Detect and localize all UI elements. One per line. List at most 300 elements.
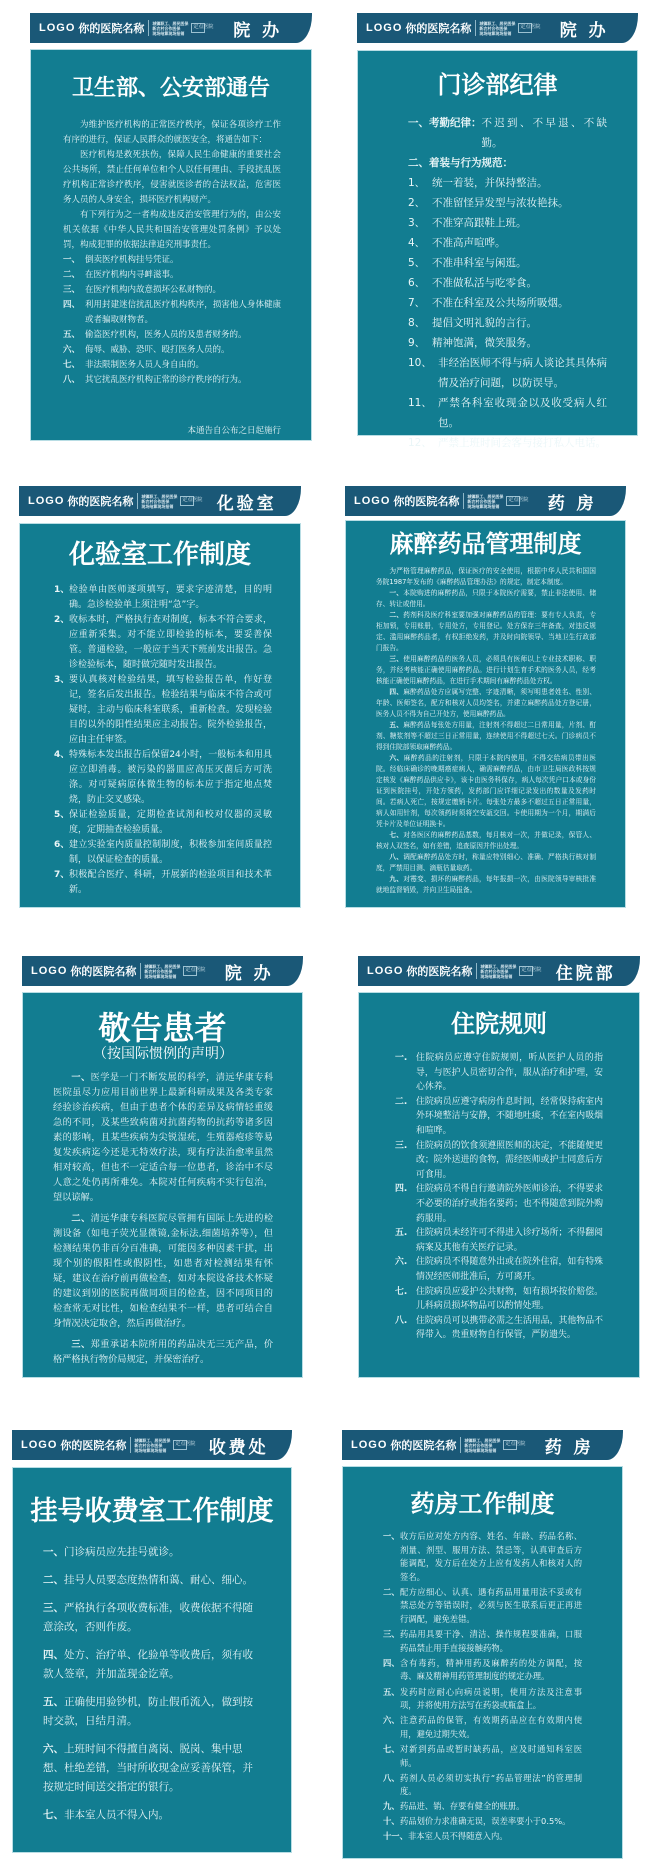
insurance-line: 城镇职工、居民医保 [134,1437,171,1443]
item-text: 药品进、销、存要有健全的账册。 [400,1801,525,1812]
sign-subtitle: （按国际惯例的声明） [93,1046,233,1062]
item-text: 门诊病员应先挂号就诊。 [64,1546,180,1558]
sign-body [342,1466,623,1859]
item-text: 其它扰乱医疗机构正常的诊疗秩序的行为。 [85,375,247,385]
hospital-name: 你的医院名称 [406,965,473,978]
paragraph-number: 八、 [389,853,404,861]
paragraph-text: 清远华康专科医院尽管拥有国际上先进的检测设备（如电子荧光显微镜,金标法,细菌培养等），但检测结果仍非百分百准确，可能因多种因素干扰，出现个别的假阳性或假阴性，如患者对检测结果有怀疑，建议在治疗前再做检查，如对本院设备技术怀疑的建议到别的医院再做同项目的检查，因不同项目的检查常无对比性，如检查结果不一样，患者可结合自身情况决定取舍，然后再做治疗。 [53,1213,274,1329]
logo-text: LOGO [28,495,65,507]
item-text: 住院病员应遵守病房作息时间，经常保持病室内外环境整洁与安静，不随地吐痰，不在室内吸烟和喧哗。 [416,1096,603,1136]
list-item [408,313,607,333]
sign-panel [345,486,626,908]
list-item [54,583,272,613]
insurance-line: 城镇职工、居民医保 [152,20,189,26]
item-number: 1、 [54,585,70,595]
item-number: 七、 [383,1743,400,1754]
insurance-line: 新农村合作医保 [141,498,170,504]
sign-panel [22,956,303,1378]
sign-title: 卫生部、公安部通告 [71,76,270,101]
item-text: 严禁各科室收现金以及收受病人红包。 [438,397,607,429]
item-number: 七. [395,1286,408,1297]
list-item [383,1714,582,1741]
department-name: 化验室 [216,493,277,514]
item-number: 四、 [383,1657,400,1668]
list-item [408,353,607,393]
designated-hospital-badge: 定点医院 [180,496,194,506]
sign-title: 麻醉药品管理制度 [389,530,582,558]
sign-body [30,49,312,441]
insurance-line: 城镇职工、居民医保 [141,493,178,499]
sign-body [357,50,638,449]
designated-hospital-badge: 定点医院 [183,966,197,976]
insurance-line: 现场结算现场报销 [134,1447,167,1453]
paragraph-number: 五、 [389,721,404,729]
item-number: 四. [395,1184,408,1195]
hospital-name: 你的医院名称 [405,22,472,35]
list-item [408,173,607,193]
paragraph [376,687,596,720]
item-text: 住院病员不得自行邀请院外医师诊治，不得要求不必要的治疗或指名要药；也不得随意到院外购药服用。 [416,1184,603,1224]
item-text: 配方应细心、认真、遇有药品用量用法不妥或有禁忌处方等错误时，必须与医生联系后更正再进行调配，避免差错。 [400,1586,582,1625]
divider [148,20,149,36]
hospital-name: 你的医院名称 [70,965,137,978]
list-item [383,1657,582,1684]
item-text: 积极配合医疗、科研，开展新的检验项目和技术革新。 [69,870,272,895]
list-item [43,1599,262,1637]
designated-hospital-badge: 定点医院 [173,1440,187,1450]
item-text: 收标本时，严格执行查对制度，标本不符合要求，应重新采集。对不能立即检验的标本，要妥善保管。普通检验，一般应于当天下班前发出报告。急诊检验标本，随时做完随时发出报告。 [69,615,272,670]
list-item [395,1051,603,1095]
item-number: 三、 [63,285,81,295]
item-text: 侮辱、威胁、恐吓、殴打医务人员的。 [85,345,230,355]
paragraph [53,1337,273,1367]
item-number: 七、 [43,1809,64,1821]
item-text: 上班时间不得擅自离岗、脱岗、集中思想、杜绝差错，当时所收现金应妥善保管，并按规定时间送交指定的银行。 [43,1743,253,1793]
sign-header [22,956,303,986]
paragraph-number: 二、 [389,611,404,619]
list-item [383,1772,582,1799]
list-item [395,1255,603,1284]
list-item [63,283,281,298]
hospital-name: 你的医院名称 [60,1439,127,1452]
list-item [63,298,281,328]
designated-hospital-badge: 定点医院 [503,1440,517,1450]
list-item [395,1314,603,1343]
insurance-line: 城镇职工、居民医保 [144,963,181,969]
item-text: 对新到药品或暂时缺药品，应及时通知科室医师。 [400,1743,582,1768]
list-item [63,358,281,373]
item-text: 处方、治疗单、化验单等收费后，须有收款人签章，并加盖现金讫章。 [43,1649,253,1680]
item-number: 3、 [54,675,70,685]
department-name: 院 办 [559,20,609,41]
paragraph [63,148,281,208]
insurance-line: 现场结算现场报销 [141,503,174,509]
list-item [54,673,272,748]
item-text: 不准串科室与闲逛。 [432,257,527,269]
list-item [408,193,607,213]
paragraph [376,654,596,687]
paragraph [376,610,596,654]
item-number: 二、 [43,1574,64,1586]
sign-body [19,523,301,908]
item-text: 住院病员不得随意外出或在院外住宿，如有特殊情况经医师批准后，方可离开。 [416,1257,603,1282]
insurance-lines [480,964,516,979]
item-number: 十、 [383,1816,400,1827]
paragraph-text: 麻醉药品每张处方用量，注射剂不得超过二日常用量，片剂、酊剂、糖浆剂等不超过三日正常用量，连续使用不得超过七天。门诊病员不得到住院部领取麻醉药品。 [376,721,597,751]
paragraph [376,566,596,588]
paragraph [376,720,596,753]
item-number: 1、 [408,177,426,189]
paragraph-text: 调配麻醉药品处方时，称量应特别细心、准确、严格执行核对制度，严禁用目测、滴瓶估量取药。 [376,853,597,872]
hospital-name: 你的医院名称 [67,495,134,508]
list-item [43,1571,262,1590]
insurance-line: 新农村合作医保 [152,25,181,31]
sign-panel [358,956,640,1378]
item-number: 2、 [408,197,426,209]
item-text: 检验单由医师逐项填写，要求字迹清楚，目的明确。急诊检验单上须注明“急”字。 [69,585,272,610]
list-item [63,328,281,343]
insurance-line: 新农村合作医保 [134,1442,163,1448]
list-item [395,1182,603,1226]
item-text: 药品用具要干净、清洁、操作规程要准确，口服药品禁止用手直接接触药物。 [400,1629,582,1653]
department-name: 收费处 [208,1437,269,1458]
list-item [408,213,607,233]
paragraph [376,852,596,874]
item-text: 在医疗机构内寻衅滋事。 [85,270,179,280]
sign-panel [342,1430,623,1859]
item-number: 10、 [408,357,432,369]
insurance-lines [152,21,188,36]
paragraph [63,118,281,148]
insurance-line: 新农村合作医保 [467,498,496,504]
list-item [408,333,607,353]
item-number: 一、 [43,1546,64,1558]
department-name: 院 办 [224,963,274,984]
paragraph [376,830,596,852]
paragraph-number: 七、 [389,831,404,839]
sign-header [345,486,626,516]
item-number: 8、 [408,317,426,329]
list-item [383,1830,582,1844]
item-text [513,153,607,173]
paragraph [376,753,596,830]
divider [460,1437,461,1453]
paragraph-text: 本院购进的麻醉药品，只限于本院医疗需要，禁止非法使用、储存、转让或借用。 [376,589,597,608]
insurance-line: 城镇职工、居民医保 [479,20,516,26]
designated-hospital-badge: 定点医院 [519,966,533,976]
item-number: 五、 [63,330,81,340]
item-text: 严禁上班时间会客与接打私人电话。 [438,437,606,449]
paragraph-text: 郑重承诺本院所用的药品决无三无产品，价格严格执行物价局规定，并保密治疗。 [53,1339,274,1365]
sign-title: 敬告患者 [98,1009,227,1047]
item-number: 6、 [54,840,70,850]
sign-title: 门诊部纪律 [437,71,558,99]
insurance-line: 现场结算现场报销 [480,973,513,979]
sign-header [342,1430,623,1460]
sign-header [19,486,301,516]
list-item [395,1095,603,1139]
item-number: 二、着装与行为规范： [408,157,513,169]
item-text: 利用封建迷信扰乱医疗机构秩序，损害他人身体健康或者骗取财物者。 [85,300,281,325]
insurance-line: 新农村合作医保 [144,968,173,974]
list-item [408,433,607,453]
item-text: 不准高声喧哗。 [432,237,506,249]
list-item [383,1586,582,1627]
insurance-line: 城镇职工、居民医保 [467,493,504,499]
item-number: 12、 [408,437,432,449]
item-number: 三. [395,1140,408,1151]
sign-title: 住院规则 [451,1010,547,1038]
paragraph-text: 医疗机构是救死扶伤，保障人民生命健康的重要社会公共场所，禁止任何单位和个人以任何理由、手段扰乱医疗机构正常诊疗秩序，侵害就医诊者的合法权益，危害医务人员的人身安全，损坏医疗机构财产。 [63,150,281,205]
item-text: 建立实验室内质量控制制度，积极参加室间质量控制，以保证检查的质量。 [69,840,272,865]
sign-panel [357,13,638,449]
paragraph-number: 三、 [71,1339,91,1350]
item-text: 住院病员应爱护公共财物，如有损坏按价赔偿。儿科病员损坏物品可以酌情处理。 [416,1286,603,1312]
item-text: 偷盗医疗机构，医务人员的及患者财务的。 [85,330,247,340]
item-number: 一、考勤纪律： [408,117,482,129]
item-number: 6、 [408,277,426,289]
list-item [43,1646,262,1684]
list-item [54,868,272,898]
item-number: 三、 [43,1602,64,1614]
paragraph-text: 麻醉药品的注射剂，只限于本院内使用，不得交给病员带出医院。经临床确诊的晚期癌症病人，确需麻醉药品，由市卫生局医政科按规定核发《麻醉药品供应卡》，该卡由医务科保存，病人每次凭户口本或身份证到医院挂号，开处方领药，发药部门应详细记录发出的数量及发药时间。若病人死亡，按规定缴销卡片。每张处方最多不超过五日正常用量，病人如用针剂，每次领药时须将空安瓿交回。卡使用期为一个月，期满后凭卡片及单位证明换卡。 [376,754,596,828]
item-number: 九、 [383,1801,400,1812]
item-text: 精神饱满，微笑服务。 [432,337,537,349]
item-number: 3、 [408,217,426,229]
paragraph-text: 医学是一门不断发展的科学，清远华康专科医院虽尽力应用目前世界上最新科研成果及各类专家经验诊治疾病，但由于患者个体的差异及病情轻重缓急的不同，及某些致病菌对抗菌药物的抗药等诸多因素的影响，且某些疾病为尖锐湿疣，生殖器疱疹等易复发疾病迄今还是无特效疗法，现有疗法治愈率虽然相对较高，但也不一定适合每一位患者，诊治中不尽人意之处仍再所难免。本院对任何疾病不实行包治，望以谅解。 [53,1072,274,1203]
divider [140,963,141,979]
item-text: 保证检验质量，定期检查试剂和校对仪器的灵敏度，定期抽查检验质量。 [69,810,272,835]
insurance-line: 现场结算现场报销 [479,30,512,36]
item-text: 注意药品的保管，有效期药品应在有效期内使用，避免过期失效。 [400,1715,582,1739]
list-item [395,1285,603,1314]
hospital-name: 你的医院名称 [393,495,460,508]
item-number: 4、 [54,750,70,760]
item-text: 非本室人员不得随意入内。 [408,1831,508,1842]
insurance-line: 现场结算现场报销 [464,1447,497,1453]
list-item [43,1543,262,1562]
item-text: 不准留怪异发型与浓妆艳抹。 [432,197,569,209]
item-text: 收方后应对处方内容、姓名、年龄、药品名称、剂量、剂型、服用方法、禁忌等，认真审查后方能调配，发方后在处方上应有发药人和核对人的签名。 [400,1531,582,1582]
paragraph [53,1211,273,1331]
insurance-line: 城镇职工、居民医保 [464,1437,501,1443]
sign-header [30,13,312,43]
item-number: 2、 [54,615,70,625]
item-number: 三、 [383,1629,400,1640]
item-text: 不准穿高跟鞋上班。 [432,217,527,229]
list-item [63,253,281,268]
sign-title: 药房工作制度 [410,1490,555,1518]
item-text: 非本室人员不得入内。 [64,1809,169,1821]
item-text: 不准在科室及公共场所吸烟。 [432,297,569,309]
paragraph-text: 对各医区的麻醉药品基数，每月核对一次，并做记录，保管人、核对人双签名，如有差错，追查原因并作出处理。 [376,831,597,850]
item-text: 不迟到、不早退、不缺勤。 [481,117,607,149]
hospital-name: 你的医院名称 [78,22,145,35]
list-item [408,273,607,293]
list-item [408,393,607,433]
paragraph-number: 一、 [389,589,404,597]
divider [130,1437,131,1453]
sign-title: 化验室工作制度 [68,540,251,570]
logo-text: LOGO [31,965,68,977]
item-number: 5、 [408,257,426,269]
insurance-lines [464,1438,500,1453]
list-item [383,1815,582,1829]
sign-body [12,1467,292,1853]
divider [476,963,477,979]
item-number: 二、 [383,1586,400,1597]
insurance-line: 现场结算现场报销 [467,503,500,509]
sign-panel [12,1430,292,1853]
department-name: 住院部 [555,963,616,984]
item-text: 非法限制医务人员人身自由的。 [85,360,205,370]
item-text: 不准做私活与吃零食。 [432,277,537,289]
logo-text: LOGO [366,22,403,34]
item-text: 严格执行各项收费标准，收费依据不得随意涂改，否则作废。 [43,1602,253,1633]
item-number: 六、 [383,1715,400,1726]
item-text: 药剂人员必须切实执行“药品管理法”的管理制度。 [400,1772,582,1797]
item-text: 要认真核对检验结果，填写检验报告单，作好登记，签名后发出报告。检验结果与临床不符合或可疑时，主动与临床科室联系，重新检查。发现检验目的以外的阳性结果应主动报告。院外检验报告，应由主任审签。 [69,675,272,745]
sign-body [345,520,626,908]
item-number: 四、 [43,1649,64,1661]
item-text: 发药时应耐心向病员说明，使用方法及注意事项，并将使用方法写在药袋或瓶盒上。 [400,1686,582,1711]
paragraph-number: 四、 [389,688,404,696]
list-item [395,1139,603,1183]
sign-body [22,992,303,1378]
list-item [54,808,272,838]
insurance-line: 新农村合作医保 [479,25,508,31]
item-text: 统一着装，并保持整洁。 [432,177,548,189]
item-text: 住院病员未经许可不得进入诊疗场所；不得翻阅病案及其他有关医疗记录。 [416,1228,603,1253]
list-item [63,268,281,283]
paragraph-text: 使用麻醉药品的医务人员，必须具有医师以上专业技术职称、职务，并经考核能正确使用麻醉药品。进行计划生育手术的医务人员，经考核能正确使用麻醉药品，在进行手术期间有麻醉药品处方权。 [376,655,597,685]
sign-panel [19,486,301,908]
item-number: 八. [395,1315,408,1326]
paragraph-number: 一、 [71,1072,91,1083]
item-number: 十一、 [383,1831,408,1842]
item-text: 非经治医师不得与病人谈论其具体病情及治疗问题，以防误导。 [438,357,607,389]
paragraph-number: 九、 [389,875,404,883]
list-item [63,373,281,388]
item-text: 在医疗机构内故意损坏公私财物的。 [85,285,222,295]
insurance-lines [134,1438,170,1453]
logo-text: LOGO [367,965,404,977]
item-number: 五、 [43,1696,64,1708]
logo-text: LOGO [21,1439,58,1451]
insurance-line: 新农村合作医保 [464,1442,493,1448]
sign-footer: 本通告自公布之日起施行 [187,426,281,436]
sign-header [357,13,638,43]
list-item [43,1740,262,1797]
item-number: 四、 [63,300,81,310]
paragraph-text: 为严格管理麻醉药品，保证医疗的安全使用，根据中华人民共和国国务院1987年发布的《麻醉药品管理办法》的规定，制定本制度。 [376,567,596,586]
list-item [63,343,281,358]
item-text: 住院病员可以携带必需之生活用品，其他物品不得带入。贵重财物自行保管，严防遗失。 [416,1315,603,1341]
divider [137,493,138,509]
list-item [383,1530,582,1584]
paragraph-text: 麻醉药品处方应属写完整、字迹清晰，须写明患者姓名、性别、年龄、医师签名，配方和核对人员均签名，并建立麻醉药品处方登记册，医务人员不得为自己开处方，使用麻醉药品。 [376,688,597,718]
insurance-lines [467,494,503,509]
paragraph-number: 六、 [389,754,404,762]
list-item [395,1226,603,1255]
item-number: 5、 [54,810,70,820]
item-number: 一. [395,1053,408,1063]
item-text: 特殊标本发出报告后保留24小时，一般标本和用具应立即消毒。被污染的器皿应高压灭菌后方可洗涤。对可疑病原体微生物的标本应于指定地点焚烧，防止交叉感染。 [69,750,272,805]
department-name: 药 房 [547,493,597,514]
item-number: 五、 [383,1686,400,1697]
sign-header [358,956,640,986]
insurance-line: 城镇职工、居民医保 [480,963,517,969]
insurance-line: 现场结算现场报销 [152,30,185,36]
logo-text: LOGO [354,495,391,507]
item-text: 提倡文明礼貌的言行。 [432,317,537,329]
item-number: 7、 [54,870,70,880]
insurance-line: 现场结算现场报销 [144,973,177,979]
item-number: 7、 [408,297,426,309]
list-item [54,613,272,673]
list-item [383,1628,582,1655]
designated-hospital-badge: 定点医院 [518,23,532,33]
insurance-line: 新农村合作医保 [480,968,509,974]
logo-text: LOGO [39,22,76,34]
list-item [408,293,607,313]
paragraph [53,1070,273,1205]
list-item [43,1806,262,1825]
paragraph-number: 三、 [389,655,404,663]
insurance-lines [479,21,515,36]
item-number: 9、 [408,337,426,349]
divider [463,493,464,509]
sign-body [358,992,640,1378]
hospital-name: 你的医院名称 [390,1439,457,1452]
item-number: 六. [395,1257,408,1268]
paragraph-number: 二、 [71,1213,91,1224]
list-item [383,1686,582,1713]
item-number: 八、 [383,1772,400,1783]
item-number: 七、 [63,360,81,370]
item-number: 4、 [408,237,426,249]
item-number: 五. [395,1228,408,1239]
insurance-lines [141,494,177,509]
list-item [408,253,607,273]
designated-hospital-badge: 定点医院 [191,23,205,33]
item-number: 八、 [63,375,81,385]
item-text: 住院病员应遵守住院规则，听从医护人员的指导，与医护人员密切合作，服从治疗和护理，安心休养。 [416,1053,603,1093]
item-text: 挂号人员要态度热情和蔼、耐心、细心。 [64,1574,253,1586]
designated-hospital-badge: 定点医院 [506,496,520,506]
list-item [408,113,607,153]
paragraph-text: 药剂科及医疗科室要加强对麻醉药品的管理：要有专人负责，专柜加锁，专用账册，专用处方，专用登记。处方保存三年备查，对违反规定、滥用麻醉药品者，有权拒绝发药，并及时向院领导、当地卫生行政部门报告。 [376,611,597,652]
list-item [383,1800,582,1814]
department-name: 药 房 [544,1437,594,1458]
item-number: 一、 [63,255,81,265]
item-text: 住院病员的饮食须遵照医师的决定，不能随便更改；院外送进的食物，需经医师或护士同意后方可食用。 [416,1140,603,1180]
insurance-lines [144,964,180,979]
department-name: 院 办 [233,20,283,41]
list-item [54,748,272,808]
paragraph [376,588,596,610]
list-item [383,1743,582,1770]
list-item [54,838,272,868]
sign-panel [30,13,312,441]
item-text: 倒卖医疗机构挂号凭证。 [85,255,179,265]
sign-header [12,1430,292,1460]
paragraph [63,208,281,253]
item-text: 含有毒药，精神用药及麻醉药的处方调配，按毒、麻及精神用药管理制度的规定办理。 [400,1657,582,1682]
list-item [408,153,607,173]
paragraph-text: 有下列行为之一者构成违反治安管理行为的，由公安机关依据《中华人民共和国治安管理处罚条例》予以处罚，构成犯罪的依据法律追究刑事责任。 [63,210,281,250]
paragraph-text: 对霉变、损坏的麻醉药品，每年报损一次，由医院领导审核批准就地监督销毁，并向卫生局报备。 [376,875,597,894]
